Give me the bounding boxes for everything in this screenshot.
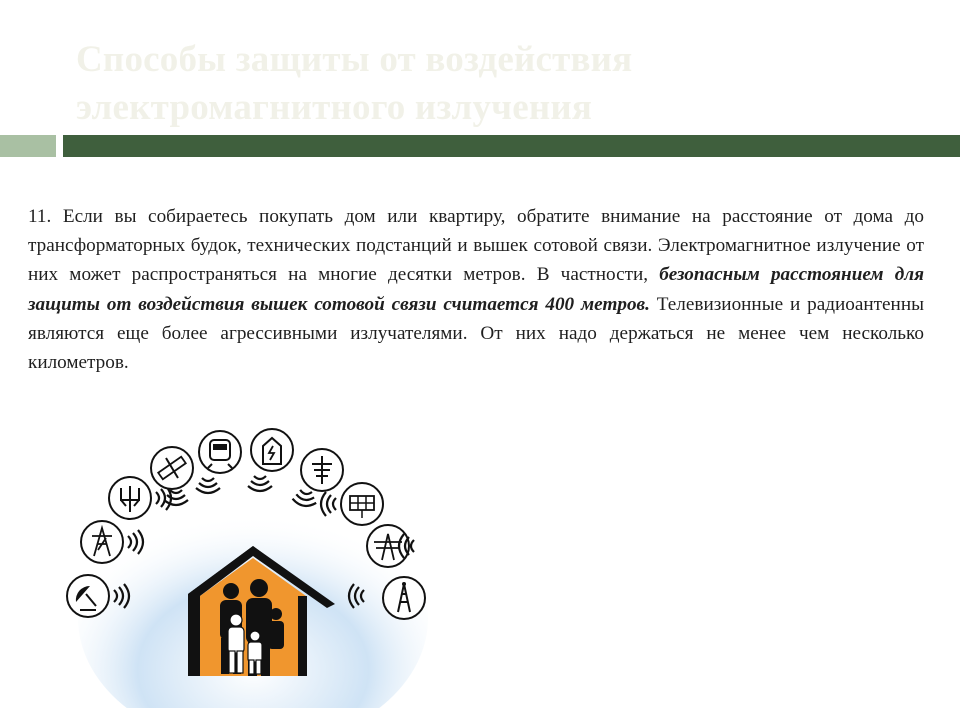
paragraph-part-1: 11. Если вы собираетесь покупать дом или квартиру, обратите внимание на расстояние от дома до трансформаторных будок, технических подстанций и вышек сотовой связи. Электромагнитное излучение от них может распространяться на многие десятки метров. В частности, [28,206,924,286]
train-icon [196,431,241,493]
title-underline-bar [63,135,960,157]
body-paragraph [28,202,924,377]
transformer-booth-icon [248,429,293,491]
radio-tower-icon [383,577,425,619]
emf-sources-illustration [40,418,460,708]
paragraph-emphasis: безопасным расстоянием для защиты от воздействия вышек сотовой связи считается 400 метров. [28,264,924,315]
title-underline-accent [0,135,56,157]
slide-title: Способы защиты от воздействия электромагнитного излучения [76,39,633,128]
paragraph-part-2: Телевизионные и радиоантенны являются еще более агрессивными излучателями. От них надо держаться не менее чем несколько километров. [28,293,924,374]
